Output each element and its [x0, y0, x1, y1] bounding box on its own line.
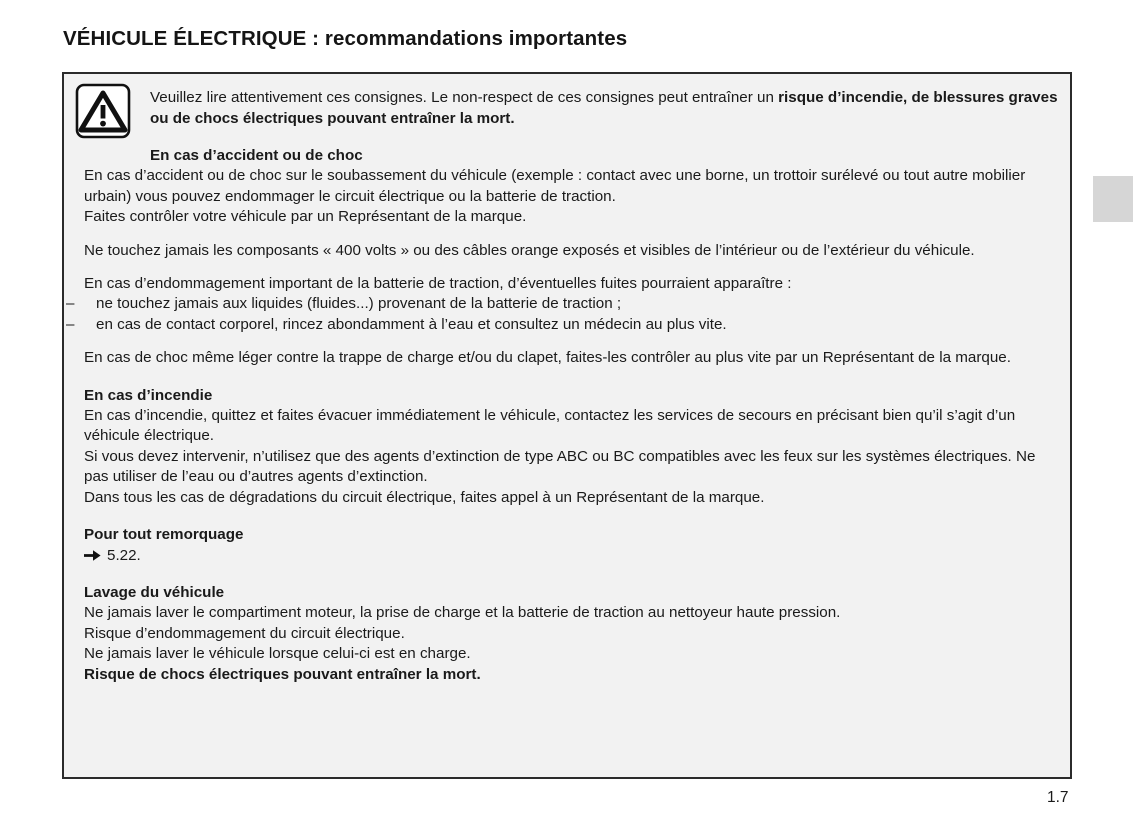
page-title-separator: : [306, 27, 325, 50]
spacer [84, 335, 1054, 348]
page-title-suffix: recommandations importantes [324, 27, 628, 50]
bullet-marker: – [66, 295, 75, 313]
spacer [84, 508, 1054, 525]
section-heading-accident: En cas d’accident ou de choc [150, 147, 363, 164]
warning-lead-paragraph [150, 84, 1058, 129]
section-washing-bold-warning: Risque de chocs électriques pouvant entraîner la mort. [84, 665, 481, 683]
section-heading-towing: Pour tout remorquage [84, 526, 244, 544]
section-washing-line-2: Risque d’endommagement du circuit électrique. [84, 624, 405, 642]
warning-triangle-icon [75, 83, 131, 139]
section-leaks-line-1: En cas d’endommagement important de la batterie de traction, d’éventuelles fuites pourraient apparaître : [84, 275, 792, 293]
bullet-text: en cas de contact corporel, rincez abondamment à l’eau et consultez un médecin au plus vite. [96, 315, 727, 333]
spacer [84, 369, 1054, 386]
warning-lead-bold: risque d’incendie, de blessures graves ou de chocs électriques pouvant entraîner la mort. [150, 89, 1058, 127]
section-washing-line-3: Ne jamais laver le véhicule lorsque celui-ci est en charge. [84, 645, 471, 663]
section-accident-line-2: Faites contrôler votre véhicule par un Représentant de la marque. [84, 208, 527, 226]
section-towing-reference[interactable] [84, 546, 1054, 566]
section-edge-tab [1093, 176, 1133, 222]
warning-lead-plain: Veuillez lire attentivement ces consignes. Le non-respect de ces consignes peut entraîner un [150, 89, 779, 106]
spacer [84, 261, 1054, 274]
section-leaks-bullet-1 [66, 294, 1054, 314]
page-number: 1.7 [1047, 789, 1069, 806]
section-fire-line-3: Dans tous les cas de dégradations du circuit électrique, faites appel à un Représentant de la marque. [84, 488, 765, 506]
spacer [84, 566, 1054, 583]
section-fire-line-2: Si vous devez intervenir, n’utilisez que des agents d’extinction de type ABC ou BC compatibles avec les feux sur les systèmes électriques. Ne pas utiliser de l’eau ou d’autres agents d’extinction. [84, 447, 1036, 486]
spacer [84, 129, 1054, 146]
section-heading-washing: Lavage du véhicule [84, 583, 225, 601]
section-charge-flap-line-1: En cas de choc même léger contre la trappe de charge et/ou du clapet, faites-les contrôler au plus vite par un Représentant de la marque. [84, 349, 1011, 367]
warning-box [62, 72, 1072, 779]
section-accident-line-1: En cas d’accident ou de choc sur le soubassement du véhicule (exemple : contact avec une borne, un trottoir surélevé ou tout autre mobilier urbain) vous pouvez endommager le circuit électrique ou la batterie de traction. [84, 167, 1026, 205]
bullet-text: ne touchez jamais aux liquides (fluides...) provenant de la batterie de traction ; [96, 295, 622, 313]
section-fire-line-1: En cas d’incendie, quittez et faites évacuer immédiatement le véhicule, contactez les services de secours en précisant bien qu’il s’agit d’un véhicule électrique. [84, 407, 1016, 445]
page-title [63, 27, 627, 51]
right-arrow-icon [84, 549, 101, 562]
warning-box-content [64, 74, 1070, 777]
section-heading-fire: En cas d’incendie [84, 386, 213, 404]
section-leaks-bullet-2 [66, 315, 1054, 335]
bullet-marker: – [66, 315, 75, 333]
section-towing-reference-label: 5.22. [107, 546, 141, 564]
section-washing-line-1: Ne jamais laver le compartiment moteur, la prise de charge et la batterie de traction au nettoyeur haute pression. [84, 604, 841, 622]
section-400volts-line-1: Ne touchez jamais les composants « 400 volts » ou des câbles orange exposés et visibles de l’intérieur ou de l’extérieur du véhicule. [84, 241, 975, 259]
warning-sections [66, 129, 1058, 685]
page-title-prefix: VÉHICULE ÉLECTRIQUE [63, 27, 307, 50]
spacer [84, 228, 1054, 241]
